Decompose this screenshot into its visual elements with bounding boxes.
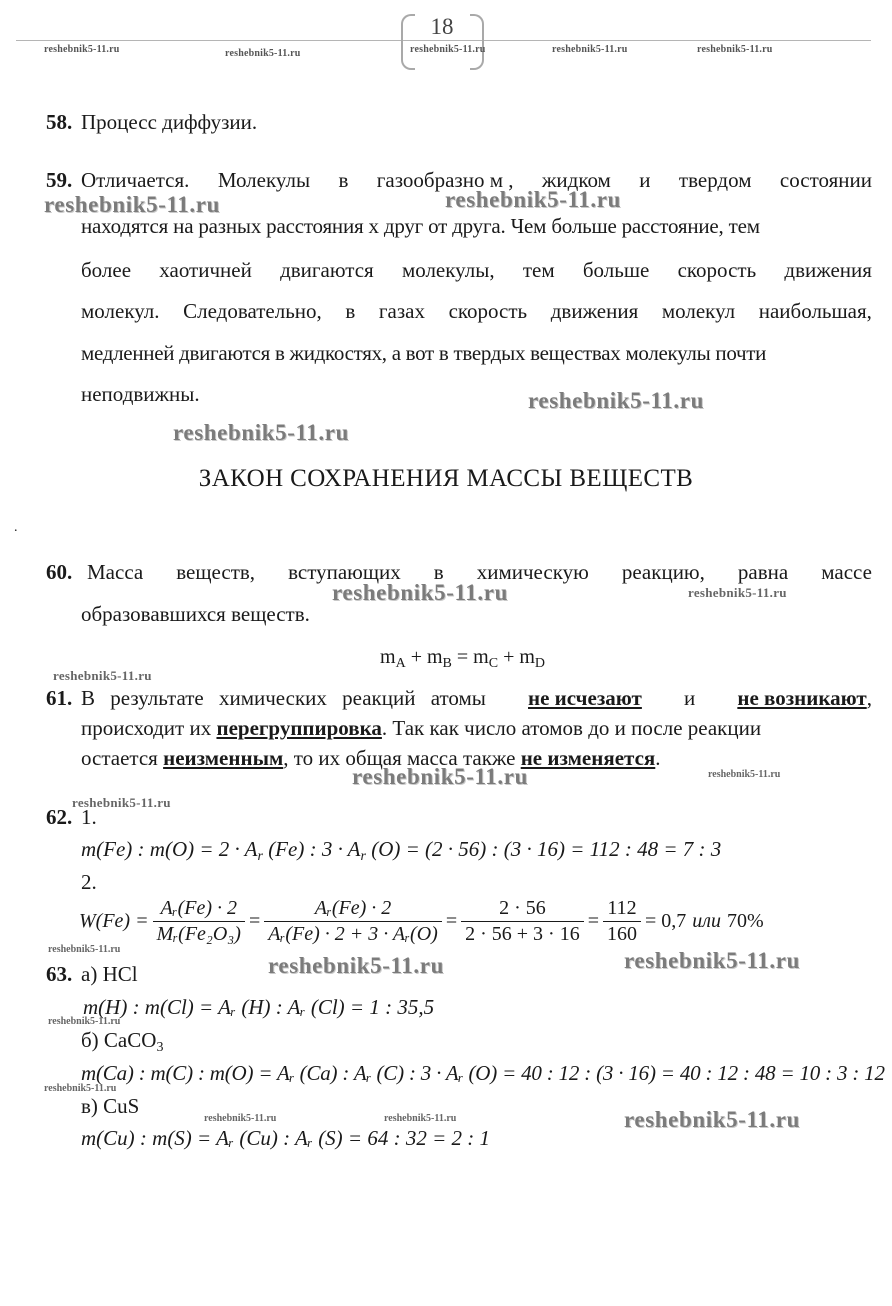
p59l1-word: жидком [541,168,611,192]
watermark-tiny-5: reshebnik5-11.ru [204,1113,277,1124]
p60l1-word: веществ, [176,560,256,584]
formula-m-b: m [426,646,443,668]
watermark-big-4: reshebnik5-11.ru [173,420,349,445]
problem-62-item-2: 2. [81,870,97,894]
p59l4-word: наибольшая, [758,299,872,323]
fraction-3-denominator: 2 · 56 + 3 · 16 [465,923,580,945]
formula-plus-2: + [498,646,520,668]
watermark-small-1: reshebnik5-11.ru [688,585,787,600]
result-value: = 0,7 [644,910,687,932]
p59l4-word: движения [550,299,639,323]
problem-59-line-3 [81,258,872,283]
p59l1-word: газообразно м , [376,168,514,192]
p61-emphasis-regrouping: перегруппировка [216,716,382,740]
problem-61-line-2 [81,716,761,741]
watermark-tiny-2: reshebnik5-11.ru [48,944,121,955]
p59l4-word: молекул. [81,299,160,323]
watermark-tiny-1: reshebnik5-11.ru [708,769,781,780]
problem-62-mass-fraction [79,897,764,946]
fraction-3-numerator: 2 · 56 [461,897,584,922]
header-watermark-4: reshebnik5-11.ru [552,44,628,55]
fraction-1 [153,897,245,946]
fraction-1-denominator: Mᵣ(Fe₂O₃) [156,923,241,945]
p61-emphasis-unchanged: неизменным [163,746,284,770]
fraction-4-numerator: 112 [603,897,641,922]
watermark-tiny-6: reshebnik5-11.ru [384,1113,457,1124]
p59l1-word: твердом [678,168,752,192]
p61-text-c: . Так как число атомов до и после реакции [381,716,762,740]
page-number: 18 [430,14,454,39]
p61-comma: , [866,686,872,710]
problem-59-line-4 [81,299,872,324]
problem-58-text: Процесс диффузии. [81,110,258,134]
p60l1-word: в [433,560,444,584]
p61-text-d: остается [81,746,158,770]
p61-text-and: и [683,686,696,710]
mass-conservation-formula [380,646,545,672]
p59l1-word: Молекулы [217,168,311,192]
p60l1-word: реакцию, [621,560,705,584]
header-watermark-3: reshebnik5-11.ru [410,44,486,55]
problem-59-number: 59. [46,168,73,192]
stray-mark: . [14,520,18,535]
p59l4-word: молекул [661,299,736,323]
eq1-part-c: (O) = (2 · 56) : (3 · 16) = 112 : 48 = 7 : 3 [365,837,722,861]
formula-m-a: m [380,646,396,668]
p60l1-word: химическую [476,560,589,584]
p61-text-e: , то их общая масса также [283,746,516,770]
p60l1-word: вступающих [288,560,401,584]
watermark-big-1: reshebnik5-11.ru [44,192,220,217]
equals-2: = [445,910,458,932]
header-watermark-5: reshebnik5-11.ru [697,44,773,55]
formula-sub-d: D [534,656,546,671]
formula-equals: = [451,646,474,668]
problem-60-number: 60. [46,560,73,584]
formula-m-c: m [473,646,489,668]
problem-61-line-1 [81,686,872,711]
fraction-3 [461,897,584,946]
problem-61-number: 61. [46,686,73,710]
problem-59-line-5: медленней двигаются в жидкостях, а вот в твердых веществах молекулы почти [81,341,767,365]
p59l1-word: и [639,168,651,192]
p59l4-word: газах [378,299,425,323]
p59l1-word: в [338,168,349,192]
w-left: W(Fe) = [79,910,149,932]
watermark-big-9: reshebnik5-11.ru [624,1107,800,1132]
problem-59-line-6: неподвижны. [81,382,200,406]
equals-3: = [587,910,599,932]
problem-63-b-equation: m(Ca) : m(C) : m(O) = Aᵣ (Ca) : Aᵣ (C) : 3 · Aᵣ (O) = 40 : 12 : (3 · 16) = 40 : 12 : 48 = 10 : 3 : 12 [81,1061,885,1085]
p61-period: . [655,746,661,770]
formula-sub-a: A [395,656,406,671]
p61-emphasis-not-change: не изменяется [520,746,656,770]
p61-emphasis-not-arise: не возникают [737,686,867,710]
problem-62-item-1: 1. [81,805,97,829]
b-label-subscript: 3 [156,1040,164,1055]
watermark-big-8: reshebnik5-11.ru [624,948,800,973]
p61-text-a: В результате химических реакций атомы [81,686,486,710]
p61-emphasis-not-disappear: не исчезают [528,686,642,710]
formula-m-d: m [519,646,535,668]
p59l3-word: тем [522,258,555,282]
problem-63-b-label [81,1028,163,1056]
watermark-big-5: reshebnik5-11.ru [332,580,508,605]
watermark-big-7: reshebnik5-11.ru [268,953,444,978]
p59l1-word: Отличается. [81,168,190,192]
watermark-big-6: reshebnik5-11.ru [352,764,528,789]
p60l1-word: Масса [87,560,144,584]
problem-63-c-equation: m(Cu) : m(S) = Aᵣ (Cu) : Aᵣ (S) = 64 : 32 = 2 : 1 [81,1126,491,1150]
fraction-2-denominator: Aᵣ(Fe) · 2 + 3 · Aᵣ(O) [268,923,438,945]
watermark-small-3: reshebnik5-11.ru [72,795,171,810]
header-watermark-2: reshebnik5-11.ru [225,48,301,59]
problem-63-a-equation: m(H) : m(Cl) = Aᵣ (H) : Aᵣ (Cl) = 1 : 35,5 [83,995,435,1019]
fraction-1-numerator: Aᵣ(Fe) · 2 [153,897,245,922]
formula-plus-1: + [405,646,427,668]
section-title: ЗАКОН СОХРАНЕНИЯ МАССЫ ВЕЩЕСТВ [198,465,694,492]
watermark-big-3: reshebnik5-11.ru [528,388,704,413]
p59l3-word: двигаются [280,258,374,282]
p59l3-word: молекулы, [401,258,495,282]
eq1-sub-r1: r [257,849,263,864]
p59l3-word: движения [784,258,872,282]
fraction-4 [603,897,641,946]
eq1-part-a: m(Fe) : m(O) = 2 · A [81,837,258,861]
watermark-tiny-3: reshebnik5-11.ru [48,1016,121,1027]
watermark-small-2: reshebnik5-11.ru [53,668,152,683]
formula-sub-c: C [488,656,499,671]
p59l4-word: в [345,299,356,323]
problem-63-c-label: в) CuS [81,1094,140,1118]
or-word: или [692,910,721,932]
problem-63-a-label: а) HCl [81,962,138,986]
p59l3-word: больше [582,258,650,282]
fraction-2 [264,897,442,946]
p59l3-word: хаотичней [159,258,252,282]
fraction-2-numerator: Aᵣ(Fe) · 2 [264,897,442,922]
p60l1-word: равна [737,560,789,584]
problem-60-line-2: образовавшихся веществ. [81,602,310,626]
problem-59-line-2: находятся на разных расстояния х друг от друга. Чем больше расстояние, тем [81,214,760,238]
problem-62-number: 62. [46,805,73,829]
result-percent: 70% [727,910,764,932]
watermark-tiny-4: reshebnik5-11.ru [44,1083,117,1094]
b-label-text: б) CaCO [81,1028,157,1052]
header-watermark-1: reshebnik5-11.ru [44,44,120,55]
formula-sub-b: B [442,656,452,671]
fraction-4-denominator: 160 [606,923,637,945]
eq1-sub-r2: r [360,849,366,864]
p60l1-word: массе [821,560,872,584]
p59l3-word: скорость [677,258,757,282]
problem-58-number: 58. [46,110,73,134]
p59l3-word: более [81,258,132,282]
problem-62-equation-1 [81,837,721,865]
p59l4-word: Следовательно, [183,299,322,323]
equals-1: = [248,910,261,932]
eq1-part-b: (Fe) : 3 · A [262,837,361,861]
p59l1-word: состоянии [779,168,872,192]
problem-63-number: 63. [46,962,73,986]
p61-text-b: происходит их [81,716,212,740]
watermark-big-2: reshebnik5-11.ru [445,187,621,212]
p59l4-word: скорость [448,299,528,323]
